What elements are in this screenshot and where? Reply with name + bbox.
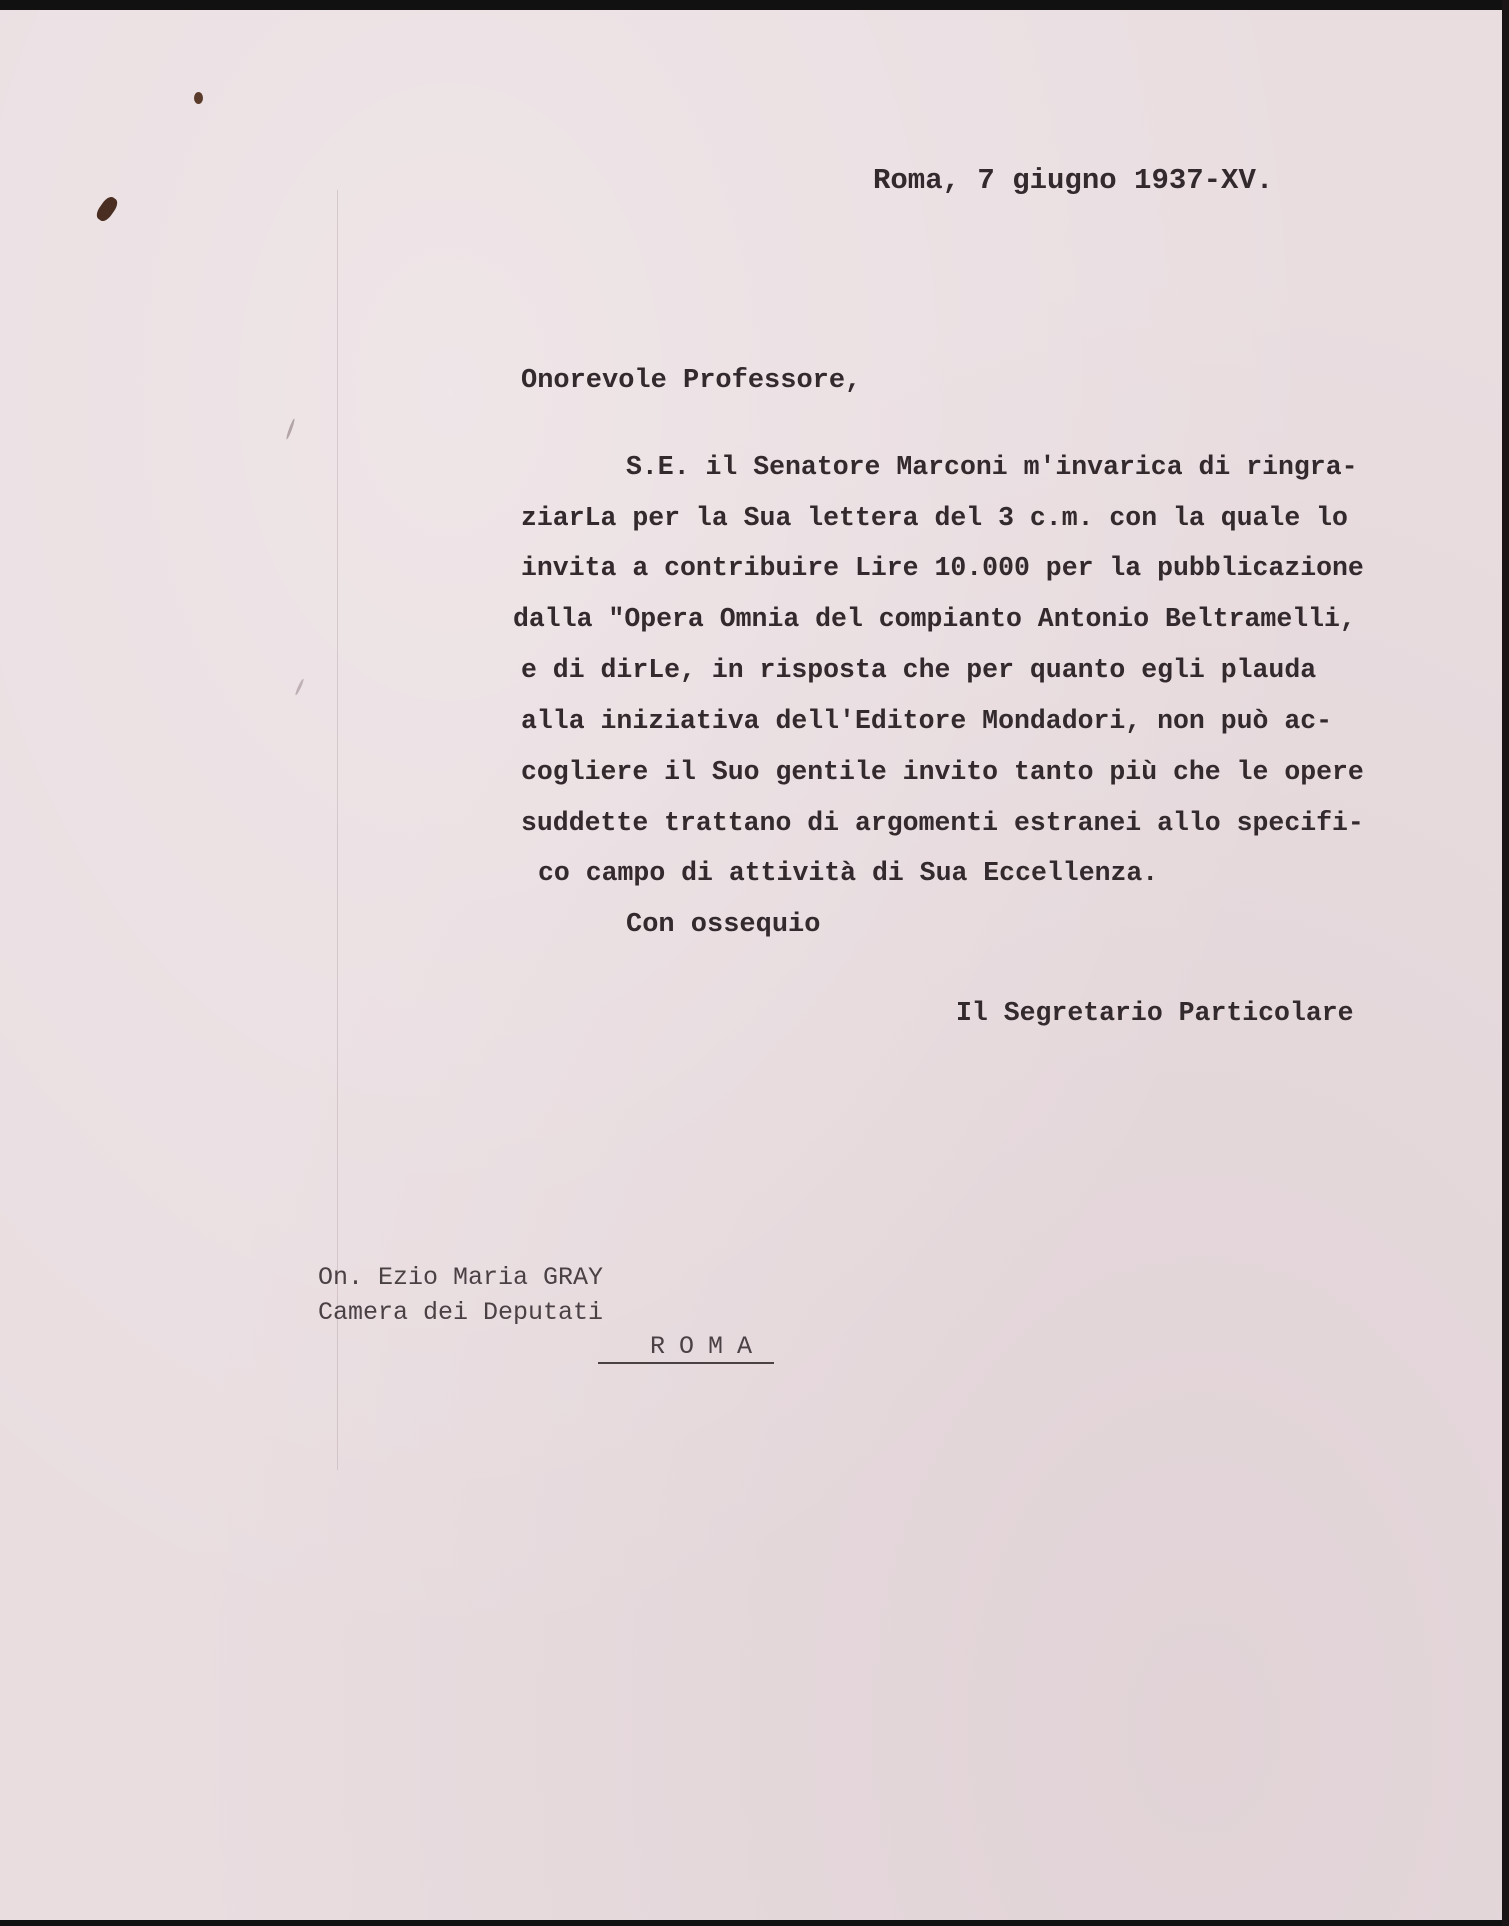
letter-signature: Il Segretario Particolare — [956, 998, 1354, 1028]
body-line: ziarLa per la Sua lettera del 3 c.m. con la quale lo — [521, 503, 1348, 533]
body-line: cogliere il Suo gentile invito tanto più che le opere — [521, 757, 1364, 787]
letter-closing: Con ossequio — [626, 910, 821, 940]
body-line: S.E. il Senatore Marconi m'invarica di ringra- — [626, 452, 1358, 482]
body-line: dalla "Opera Omnia del compianto Antonio Beltramelli, — [513, 604, 1356, 634]
recipient-name: On. Ezio Maria GRAY — [318, 1263, 604, 1292]
scan-edge — [1502, 0, 1509, 1926]
letter-salutation: Onorevole Professore, — [521, 366, 862, 396]
body-line: e di dirLe, in risposta che per quanto egli plauda — [521, 655, 1317, 685]
body-line: suddette trattano di argomenti estranei allo specifi- — [521, 808, 1364, 838]
letter-date: Roma, 7 giugno 1937-XV. — [873, 164, 1274, 197]
body-line: co campo di attività di Sua Eccellenza. — [538, 858, 1159, 888]
body-line: invita a contribuire Lire 10.000 per la pubblicazione — [521, 553, 1364, 583]
recipient-institution: Camera dei Deputati — [318, 1298, 604, 1327]
recipient-city: ROMA — [598, 1332, 774, 1364]
letter-sheet — [0, 10, 1502, 1920]
body-line: alla iniziativa dell'Editore Mondadori, non può ac- — [521, 706, 1333, 736]
stain-mark — [194, 92, 203, 104]
